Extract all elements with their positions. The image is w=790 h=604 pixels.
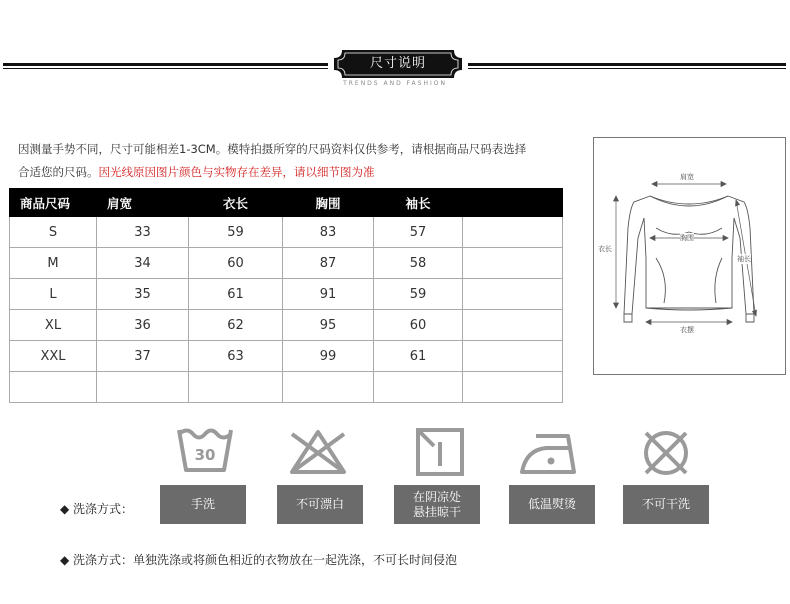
table-cell: 63: [189, 341, 283, 372]
table-cell: 36: [97, 310, 189, 341]
table-cell: 95: [283, 310, 374, 341]
table-cell: [463, 372, 563, 403]
table-cell: [463, 341, 563, 372]
header-rule-right: [468, 63, 786, 66]
no-dry-clean-badge: [623, 485, 709, 524]
header-sleeve: 袖长: [374, 189, 463, 217]
table-row: [10, 372, 563, 403]
table-cell: [189, 372, 283, 403]
washing-instructions: ◆ 洗涤方式：单独洗涤或将颜色相近的衣物放在一起洗涤，不可长时间侵泡: [60, 553, 458, 567]
care-badge-text: 低温熨烫: [527, 497, 576, 511]
table-cell: 83: [283, 217, 374, 248]
wash-temp-label: 30: [194, 446, 216, 464]
hang-dry-shade-icon: [414, 426, 474, 478]
table-cell: L: [10, 279, 97, 310]
care-badge-text: 悬挂晾干: [412, 504, 461, 519]
table-row: [10, 310, 563, 341]
table-cell: 58: [374, 248, 463, 279]
table-row: [10, 341, 563, 372]
header-subtitle: TRENDS AND FASHION: [343, 80, 447, 87]
table-cell: [10, 372, 97, 403]
table-cell: 37: [97, 341, 189, 372]
header-shoulder: 肩宽: [97, 189, 189, 217]
header-chest: 胸围: [283, 189, 374, 217]
table-cell: 60: [374, 310, 463, 341]
care-badge-text: 不可漂白: [295, 497, 344, 511]
table-cell: S: [10, 217, 97, 248]
care-badge-text: 手洗: [190, 497, 215, 511]
table-cell: [463, 310, 563, 341]
header-size: 商品尺码: [10, 189, 97, 217]
size-table-header: [10, 189, 563, 217]
table-cell: XXL: [10, 341, 97, 372]
garment-diagram: [593, 137, 786, 375]
header-length: 衣长: [189, 189, 283, 217]
diagram-label-hem: 衣摆: [680, 326, 694, 334]
table-cell: 34: [97, 248, 189, 279]
table-cell: [463, 217, 563, 248]
low-iron-icon: [518, 430, 578, 482]
table-cell: [374, 372, 463, 403]
table-cell: M: [10, 248, 97, 279]
table-cell: 61: [374, 341, 463, 372]
table-cell: 33: [97, 217, 189, 248]
table-cell: 91: [283, 279, 374, 310]
hand-wash-badge: [160, 485, 246, 524]
header-rule-left: [3, 63, 328, 66]
table-cell: 61: [189, 279, 283, 310]
table-cell: 62: [189, 310, 283, 341]
table-row: [10, 279, 563, 310]
table-cell: 99: [283, 341, 374, 372]
care-method-label: ◆ 洗涤方式：: [60, 502, 134, 516]
table-cell: 59: [189, 217, 283, 248]
header-rule-right-thin: [468, 68, 786, 69]
hang-dry-badge: [394, 485, 480, 524]
table-cell: [283, 372, 374, 403]
size-note-line2: [18, 164, 375, 180]
table-cell: 57: [374, 217, 463, 248]
table-cell: 60: [189, 248, 283, 279]
size-note-normal: 合适您的尺码。: [18, 165, 99, 179]
table-cell: XL: [10, 310, 97, 341]
page-title: 尺寸说明: [369, 56, 426, 71]
no-dry-clean-icon: [640, 427, 700, 479]
hand-wash-30-icon: [175, 424, 235, 476]
diagram-label-chest: 胸围: [680, 234, 694, 242]
header-rule-left-thin: [3, 68, 328, 69]
table-cell: 87: [283, 248, 374, 279]
table-row: [10, 248, 563, 279]
size-note-line1: 因测量手势不同，尺寸可能相差1-3CM。模特拍摄所穿的尺码资料仅供参考，请根据商品尺码表选择: [18, 142, 527, 156]
table-cell: 35: [97, 279, 189, 310]
size-note-warning: 因光线原因图片颜色与实物存在差异，请以细节图为准: [98, 165, 375, 179]
diagram-label-shoulder: 肩宽: [680, 173, 694, 181]
diagram-label-length: 衣长: [598, 245, 612, 253]
table-cell: [463, 279, 563, 310]
header-blank: [463, 189, 563, 217]
no-bleach-badge: [277, 485, 363, 524]
table-cell: [97, 372, 189, 403]
care-badge-text: 不可干洗: [641, 497, 690, 511]
header-banner: [334, 50, 462, 78]
no-bleach-icon: [288, 428, 348, 480]
diagram-label-sleeve: 袖长: [737, 255, 751, 263]
table-cell: 59: [374, 279, 463, 310]
table-cell: [463, 248, 563, 279]
low-iron-badge: [509, 485, 595, 524]
table-row: [10, 217, 563, 248]
size-table: [9, 188, 563, 403]
care-badge-text: 在阴凉处: [412, 489, 461, 504]
